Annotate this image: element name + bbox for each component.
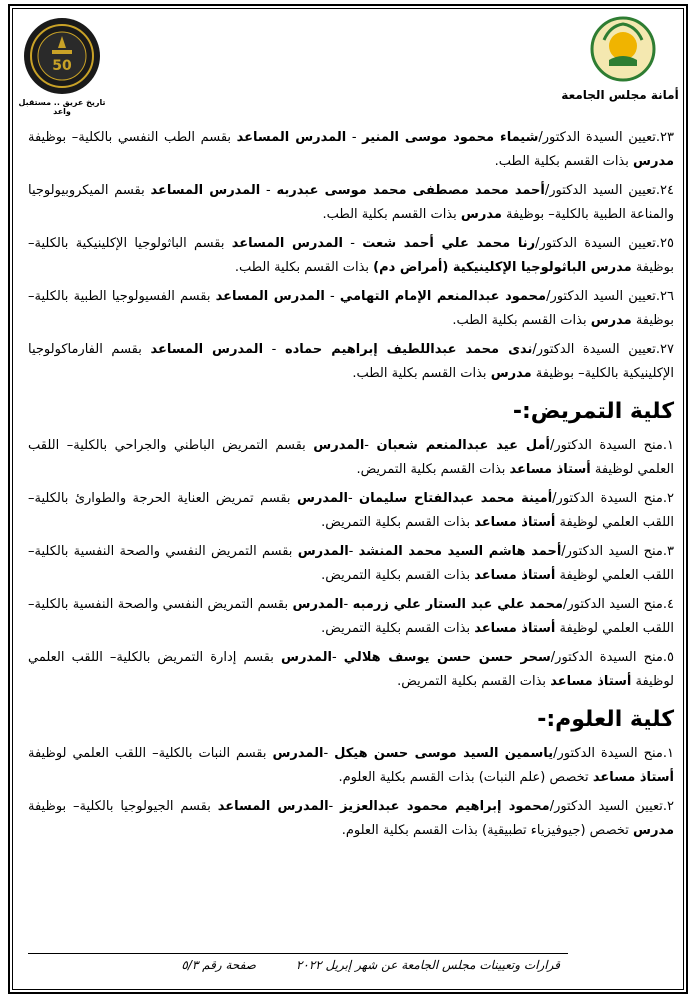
current-role: المدرس [313,438,365,453]
new-position: أستاذ مساعد [474,621,556,636]
item-prefix: تعيين السيدة الدكتور/ [532,342,656,357]
item-separator: - [260,183,277,198]
current-role: المدرس [292,597,344,612]
anniversary-logo-icon [22,16,102,96]
item-suffix: بذات القسم بكلية التمريض. [356,462,510,477]
item-suffix: بذات القسم بكلية التمريض. [397,674,551,689]
section-title-science: كلية العلوم:- [537,707,674,732]
item-number: ٢٥. [655,236,675,251]
science-items-list [28,742,674,843]
new-position: أستاذ مساعد [550,674,632,689]
council-secretariat-caption: أمانة مجلس الجامعة [561,88,679,102]
current-role: المدرس المساعد [150,342,264,357]
footer-divider [28,953,568,954]
item-suffix: بذات القسم بكلية الطب. [352,366,491,381]
footer-page-number: صفحة رقم ٥/٣ [181,958,256,972]
item-prefix: تعيين السيدة الدكتور/ [535,236,656,251]
current-role: المدرس المساعد [217,799,329,814]
item-description: بقسم الجيولوجيا بالكلية– بوظيفة [28,799,218,814]
person-name: ياسمين السيد موسى حسن هيكل [334,746,554,761]
item-description: بقسم الفسيولوجيا الطبية بالكلية– بوظيفة [28,289,674,328]
item-description: بقسم التمريض النفسي والصحة النفسية بالكلية– اللقب العلمي لوظيفة [28,544,674,583]
university-emblem-icon [590,16,656,82]
item-description: بقسم تمريض العناية الحرجة والطوارئ بالكلية– اللقب العلمي لوظيفة [28,491,674,530]
item-number: ٢٧. [655,342,674,357]
item-number: ٢٦. [655,289,674,304]
page-footer [80,958,560,972]
item-separator: - [347,491,360,506]
item-number: ٢٤. [655,183,674,198]
item-suffix: تخصص (علم النبات) بذات القسم بكلية العلوم. [338,770,593,785]
item-prefix: منح السيد الدكتور/ [563,597,663,612]
svg-text:50: 50 [52,58,72,74]
section-title-nursing: كلية التمريض:- [512,399,674,424]
item-prefix: تعيين السيد الدكتور/ [544,183,656,198]
new-position: مدرس [490,366,532,381]
item-separator: - [328,799,341,814]
item-separator: - [263,342,285,357]
list-item [28,232,674,280]
person-name: أحمد هاشم السيد محمد المنشد [358,544,562,559]
item-prefix: منح السيدة الدكتور/ [550,650,663,665]
new-position: أستاذ مساعد [474,515,556,530]
item-description: بقسم الطب النفسي بالكلية– بوظيفة [28,130,237,145]
item-number: ٢٣. [655,130,674,145]
person-name: سحر حسن حسن يوسف هلالي [343,650,551,665]
item-number: ٤. [662,597,675,612]
list-item [28,338,674,386]
item-separator: - [324,289,340,304]
document-content [28,126,674,848]
item-suffix: بذات القسم بكلية التمريض. [321,621,475,636]
item-suffix: بذات القسم بكلية التمريض. [321,515,475,530]
item-separator: - [323,746,335,761]
medicine-items-list [28,126,674,386]
list-item [28,434,674,482]
list-item [28,126,674,174]
item-suffix: بذات القسم بكلية الطب. [452,313,591,328]
current-role: المدرس المساعد [231,236,343,251]
list-item [28,540,674,588]
list-item [28,742,674,790]
item-number: ١. [662,746,675,761]
item-prefix: منح السيدة الدكتور/ [553,746,663,761]
person-name: أمينة محمد عبدالفتاح سليمان [359,491,553,506]
new-position: مدرس [460,207,502,222]
new-position: مدرس [633,154,674,169]
item-description: بقسم الباثولوجيا الإكلينيكية بالكلية– بوظيفة [28,236,674,275]
item-suffix: بذات القسم بكلية الطب. [322,207,461,222]
item-prefix: منح السيدة الدكتور/ [552,491,663,506]
left-logo-caption: تاريخ عريق .. مستقبل واعد [18,98,106,116]
person-name: ندى محمد عبداللطيف إبراهيم حماده [284,342,533,357]
item-prefix: تعيين السيدة الدكتور/ [538,130,656,145]
current-role: المدرس المساعد [236,130,347,145]
item-description: بقسم الميكروبيولوجيا والمناعة الطبية بالكلية– بوظيفة [28,183,674,222]
current-role: المدرس المساعد [215,289,325,304]
new-position: مدرس [590,313,632,328]
new-position: أستاذ مساعد [592,770,674,785]
footer-text: قرارات وتعيينات مجلس الجامعة عن شهر إبريل ٢٠٢٢ [295,958,560,972]
item-prefix: منح السيدة الدكتور/ [549,438,663,453]
item-description: بقسم النبات بالكلية– اللقب العلمي لوظيفة [28,746,273,761]
item-number: ٣. [662,544,674,559]
list-item [28,795,674,843]
list-item [28,179,674,227]
person-name: محمود إبراهيم محمود عبدالعزيز [340,799,550,814]
list-item [28,487,674,535]
item-prefix: تعيين السيد الدكتور/ [549,799,663,814]
item-separator: - [364,438,377,453]
item-number: ٢. [662,491,674,506]
item-separator: - [331,650,344,665]
item-separator: - [346,130,363,145]
list-item [28,593,674,641]
current-role: المدرس [296,491,348,506]
item-suffix: بذات القسم بكلية الطب. [234,260,374,275]
item-number: ٥. [662,650,675,665]
current-role: المدرس المساعد [150,183,261,198]
current-role: المدرس [281,650,332,665]
item-number: ١. [662,438,675,453]
list-item [28,646,674,694]
current-role: المدرس [297,544,349,559]
item-separator: - [348,544,359,559]
item-description: بقسم التمريض النفسي والصحة النفسية بالكلية– اللقب العلمي لوظيفة [28,597,674,636]
new-position: مدرس [633,823,674,838]
item-description: بقسم إدارة التمريض بالكلية– اللقب العلمي لوظيفة [28,650,674,689]
item-suffix: بذات القسم بكلية الطب. [494,154,634,169]
item-prefix: منح السيد الدكتور/ [561,544,663,559]
item-number: ٢. [662,799,675,814]
nursing-items-list [28,434,674,694]
person-name: أحمد محمد مصطفى محمد موسى عبدربه [276,183,545,198]
person-name: أمل عيد عبدالمنعم شعبان [376,438,550,453]
item-description: بقسم الفارماكولوجيا الإكلينيكية بالكلية– بوظيفة [28,342,674,381]
new-position: أستاذ مساعد [474,568,556,583]
list-item [28,285,674,333]
current-role: المدرس [272,746,324,761]
item-description: بقسم التمريض الباطني والجراحي بالكلية– اللقب العلمي لوظيفة [28,438,674,477]
new-position: مدرس الباثولوجيا الإكلينيكية (أمراض دم) [373,260,632,275]
new-position: أستاذ مساعد [509,462,591,477]
item-separator: - [343,597,353,612]
item-separator: - [342,236,363,251]
item-suffix: تخصص (جيوفيزياء تطبيقية) بذات القسم بكلية العلوم. [341,823,634,838]
person-name: محمود عبدالمنعم الإمام التهامي [339,289,547,304]
item-suffix: بذات القسم بكلية التمريض. [321,568,475,583]
person-name: رنا محمد علي أحمد شعت [362,236,536,251]
person-name: شيماء محمود موسى المنير [362,130,539,145]
item-prefix: تعيين السيد الدكتور/ [546,289,656,304]
person-name: محمد علي عبد الستار علي زرمبه [352,597,564,612]
